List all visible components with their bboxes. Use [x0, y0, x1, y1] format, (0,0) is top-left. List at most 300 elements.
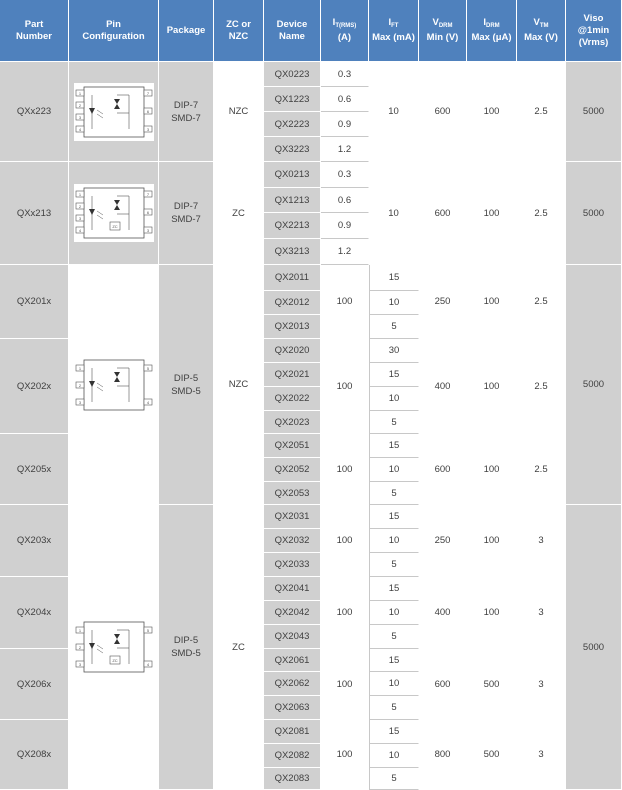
device-name-cell-text: QX2062: [274, 678, 310, 689]
ift-cell-text: 5: [391, 416, 397, 428]
it-cell-text: 100: [336, 380, 353, 392]
vtm-cell-text: 3: [538, 749, 544, 760]
svg-text:3: 3: [146, 228, 149, 233]
ift-cell: [369, 387, 419, 411]
it-cell-text: 100: [336, 463, 353, 475]
part-number-cell: [0, 434, 69, 505]
device-name-cell: [264, 188, 321, 213]
pin-configuration-cell: [69, 505, 159, 790]
part-number-cell: [0, 162, 69, 265]
ift-cell-text: 15: [388, 583, 400, 594]
ift-cell: [369, 434, 419, 458]
device-name-cell: [264, 87, 321, 112]
idrm-cell: [467, 505, 517, 577]
device-name-cell: [264, 672, 321, 696]
device-name-cell-text: QX2051: [274, 440, 310, 451]
device-name-cell-text: QX3213: [274, 246, 310, 257]
it-cell: [321, 339, 369, 434]
device-name-cell: [264, 62, 321, 87]
device-name-cell-text: QX2031: [274, 511, 310, 522]
device-name-cell: [264, 625, 321, 649]
svg-text:1: 1: [78, 90, 81, 96]
device-name-cell: [264, 482, 321, 505]
idrm-cell: [467, 649, 517, 720]
vtm-cell: [517, 339, 566, 434]
svg-text:6: 6: [146, 108, 149, 114]
idrm-cell: [467, 162, 517, 265]
svg-text:ZC: ZC: [111, 224, 118, 229]
ift-cell: [369, 744, 419, 768]
header-unit: Max (V): [524, 32, 558, 43]
ift-cell-text: 10: [388, 464, 400, 475]
ift-cell-text: 5: [391, 321, 397, 332]
device-name-cell: [264, 649, 321, 672]
part-number-cell-text: QX205x: [16, 463, 52, 475]
idrm-cell-text: 500: [483, 678, 500, 690]
ift-cell-text: 10: [388, 607, 400, 618]
part-number-cell-text: QX204x: [16, 607, 52, 618]
viso-cell: [566, 265, 622, 505]
device-name-cell: [264, 505, 321, 529]
device-name-cell-text: QX0213: [274, 169, 310, 180]
svg-text:3: 3: [78, 216, 81, 221]
viso-cell-text: 5000: [582, 207, 605, 219]
device-name-cell: [264, 213, 321, 239]
vdrm-cell: [419, 649, 467, 720]
ift-cell: [369, 339, 419, 363]
device-name-cell: [264, 265, 321, 291]
header-idrm: [467, 0, 517, 62]
part-number-cell: [0, 649, 69, 720]
header-it: [321, 0, 369, 62]
header-subscript: T(RMS): [335, 23, 357, 29]
header-symbol: I: [388, 17, 392, 28]
device-name-cell-text: QX1213: [274, 194, 310, 206]
ift-cell: [369, 62, 419, 162]
vtm-cell: [517, 505, 566, 577]
svg-text:1: 1: [78, 365, 81, 371]
ift-cell-text: 15: [388, 654, 400, 666]
viso-cell-text: 5000: [582, 641, 605, 653]
device-name-cell: [264, 577, 321, 601]
idrm-cell: [467, 434, 517, 505]
pin-diagram-icon: [74, 618, 154, 676]
zc-nzc-cell: [214, 505, 264, 790]
vdrm-cell-text: 600: [434, 463, 451, 475]
device-name-cell: [264, 112, 321, 137]
package-cell-text: DIP-5 SMD-5: [171, 372, 201, 397]
device-name-cell: [264, 696, 321, 720]
device-name-cell: [264, 529, 321, 553]
vtm-cell: [517, 649, 566, 720]
device-name-cell: [264, 339, 321, 363]
svg-text:4: 4: [146, 399, 149, 405]
it-cell-text: 0.3: [337, 169, 352, 180]
it-cell-text: 1.2: [337, 246, 352, 257]
zc-nzc-cell-text: NZC: [228, 106, 249, 117]
package-cell: [159, 265, 214, 505]
ift-cell-text: 10: [388, 678, 400, 689]
ift-cell: [369, 720, 419, 744]
idrm-cell-text: 500: [483, 749, 500, 760]
header-unit: Max (μA): [471, 32, 512, 43]
ift-cell-text: 10: [388, 535, 400, 546]
ift-cell-text: 10: [388, 750, 400, 761]
idrm-cell: [467, 720, 517, 790]
it-cell: [321, 162, 369, 188]
ift-cell-text: 15: [388, 272, 400, 283]
ift-cell: [369, 768, 419, 790]
vdrm-cell: [419, 62, 467, 162]
vtm-cell-text: 2.5: [534, 106, 548, 117]
header-subscript: FT: [391, 23, 399, 29]
vtm-cell: [517, 265, 566, 339]
package-cell-text: DIP-7 SMD-7: [171, 99, 201, 124]
package-cell: [159, 62, 214, 162]
header-pin-configuration: [69, 0, 159, 62]
idrm-cell-text: 100: [483, 207, 500, 219]
device-name-cell: [264, 137, 321, 162]
zc-nzc-cell-text: ZC: [232, 641, 245, 653]
part-number-cell-text: QX203x: [16, 535, 52, 546]
part-number-cell: [0, 577, 69, 649]
header-symbol: V: [432, 17, 439, 28]
it-cell: [321, 239, 369, 265]
header-symbol: I: [332, 17, 336, 28]
device-name-cell-text: QX2053: [274, 487, 310, 499]
device-name-cell: [264, 291, 321, 315]
package-cell-text: DIP-5 SMD-5: [171, 635, 201, 659]
idrm-cell-text: 100: [483, 296, 500, 307]
svg-text:5: 5: [146, 628, 149, 633]
ift-cell: [369, 649, 419, 672]
ift-cell-text: 5: [391, 631, 397, 642]
idrm-cell: [467, 339, 517, 434]
device-name-cell: [264, 458, 321, 482]
viso-cell: [566, 505, 622, 790]
it-cell-text: 100: [336, 678, 353, 690]
header-subscript: DRM: [438, 23, 453, 29]
ift-cell: [369, 291, 419, 315]
viso-cell: [566, 162, 622, 265]
header-it-label: [333, 17, 357, 44]
header-viso-text: Viso @1min (Vrms): [577, 12, 610, 48]
device-name-cell: [264, 315, 321, 339]
device-name-cell: [264, 387, 321, 411]
package-cell-text: DIP-7 SMD-7: [171, 201, 201, 225]
header-vtm-label: [524, 17, 558, 44]
part-number-cell-text: QX208x: [16, 749, 52, 760]
it-cell-text: 100: [336, 535, 353, 546]
it-cell: [321, 265, 369, 339]
device-name-cell: [264, 744, 321, 768]
it-cell: [321, 213, 369, 239]
idrm-cell: [467, 577, 517, 649]
device-name-cell-text: QX2082: [274, 750, 310, 761]
ift-cell: [369, 529, 419, 553]
it-cell-text: 100: [336, 607, 353, 618]
svg-text:6: 6: [146, 210, 149, 215]
it-cell: [321, 649, 369, 720]
svg-text:5: 5: [146, 365, 149, 371]
vtm-cell-text: 2.5: [534, 463, 548, 475]
it-cell-text: 1.2: [337, 143, 352, 155]
it-cell: [321, 137, 369, 162]
device-name-cell-text: QX2033: [274, 559, 310, 570]
part-number-cell-text: QXx223: [16, 106, 52, 117]
svg-text:3: 3: [78, 399, 81, 405]
device-name-cell-text: QX2041: [274, 583, 310, 594]
device-name-cell: [264, 239, 321, 265]
device-name-cell-text: QX2061: [274, 654, 310, 666]
vdrm-cell-text: 400: [434, 380, 451, 392]
ift-cell: [369, 162, 419, 265]
it-cell-text: 100: [336, 749, 353, 760]
device-name-cell-text: QX2043: [274, 631, 310, 642]
device-name-cell-text: QX3223: [274, 143, 310, 155]
device-name-cell-text: QX2083: [274, 773, 310, 784]
vtm-cell-text: 3: [538, 535, 544, 546]
ift-cell: [369, 315, 419, 339]
header-package-text: Package: [166, 24, 206, 36]
it-cell-text: 0.6: [337, 93, 352, 105]
zc-nzc-cell: [214, 62, 264, 162]
header-unit: (A): [337, 32, 352, 43]
header-package: [159, 0, 214, 62]
ift-cell-text: 10: [388, 393, 400, 404]
vdrm-cell-text: 800: [434, 749, 451, 760]
ift-cell: [369, 625, 419, 649]
svg-text:2: 2: [78, 382, 81, 388]
ift-cell-text: 10: [388, 297, 400, 308]
ift-cell: [369, 577, 419, 601]
device-name-cell-text: QX2213: [274, 220, 310, 231]
vtm-cell-text: 2.5: [534, 296, 548, 307]
pin-diagram-icon: [74, 184, 154, 242]
it-cell: [321, 434, 369, 505]
device-name-cell: [264, 363, 321, 387]
device-name-cell-text: QX2020: [274, 345, 310, 356]
ift-cell-text: 5: [391, 559, 397, 570]
header-idrm-label: [471, 17, 511, 44]
part-number-cell: [0, 720, 69, 790]
it-cell: [321, 188, 369, 213]
device-name-cell: [264, 553, 321, 577]
part-number-cell: [0, 339, 69, 434]
it-cell: [321, 62, 369, 87]
device-name-cell-text: QX2042: [274, 607, 310, 618]
it-cell-text: 0.6: [337, 194, 352, 206]
header-zc-nzc-text: ZC or NZC: [226, 18, 251, 42]
vtm-cell: [517, 720, 566, 790]
device-name-cell-text: QX1223: [274, 93, 310, 105]
svg-text:1: 1: [78, 628, 81, 633]
header-ift-label: [372, 17, 415, 44]
ift-cell: [369, 482, 419, 505]
device-name-cell-text: QX2022: [274, 393, 310, 404]
part-number-cell-text: QX206x: [16, 678, 52, 690]
ift-cell-text: 5: [391, 702, 397, 713]
svg-text:4: 4: [78, 126, 81, 132]
svg-text:ZC: ZC: [111, 658, 118, 663]
header-subscript: TM: [539, 23, 549, 29]
vdrm-cell-text: 600: [434, 207, 451, 219]
zc-nzc-cell: [214, 265, 264, 505]
header-vtm: [517, 0, 566, 62]
device-name-cell-text: QX0223: [274, 68, 310, 80]
svg-text:3: 3: [78, 114, 81, 120]
device-name-cell-text: QX2081: [274, 726, 310, 737]
device-name-cell-text: QX2063: [274, 702, 310, 713]
vdrm-cell: [419, 577, 467, 649]
ift-cell-text: 15: [388, 440, 400, 451]
header-unit: Max (mA): [372, 32, 415, 43]
svg-text:7: 7: [146, 90, 149, 96]
vdrm-cell: [419, 720, 467, 790]
vtm-cell-text: 2.5: [534, 380, 548, 392]
vtm-cell-text: 2.5: [534, 207, 548, 219]
pin-configuration-cell: [69, 62, 159, 162]
vdrm-cell-text: 250: [434, 296, 451, 307]
vtm-cell: [517, 62, 566, 162]
header-subscript: DRM: [485, 23, 500, 29]
svg-text:7: 7: [146, 192, 149, 197]
header-zc-nzc: [214, 0, 264, 62]
svg-text:4: 4: [78, 228, 81, 233]
idrm-cell-text: 100: [483, 380, 500, 392]
header-pin-configuration-text: Pin Configuration: [82, 18, 145, 42]
svg-text:3: 3: [78, 662, 81, 667]
vdrm-cell-text: 250: [434, 535, 451, 546]
it-cell: [321, 577, 369, 649]
ift-cell-text: 15: [388, 726, 400, 737]
header-unit: Min (V): [426, 32, 459, 43]
it-cell-text: 100: [336, 296, 353, 307]
idrm-cell-text: 100: [483, 463, 500, 475]
device-name-cell: [264, 434, 321, 458]
ift-cell: [369, 505, 419, 529]
device-name-cell: [264, 768, 321, 790]
device-name-cell-text: QX2012: [274, 297, 310, 308]
ift-cell-text: 15: [388, 511, 400, 522]
device-name-cell-text: QX2011: [274, 272, 310, 283]
it-cell-text: 0.9: [337, 118, 352, 130]
pin-diagram-icon: [74, 83, 154, 141]
header-device-name-text: Device Name: [276, 18, 308, 42]
package-cell: [159, 162, 214, 265]
vdrm-cell: [419, 265, 467, 339]
header-symbol: I: [483, 17, 486, 28]
part-number-cell-text: QXx213: [16, 207, 52, 219]
vdrm-cell: [419, 339, 467, 434]
header-device-name: [264, 0, 321, 62]
device-name-cell-text: QX2023: [274, 416, 310, 428]
device-name-cell-text: QX2021: [274, 369, 310, 380]
viso-cell-text: 5000: [582, 106, 605, 117]
header-ift: [369, 0, 419, 62]
ift-cell: [369, 458, 419, 482]
device-name-cell: [264, 720, 321, 744]
pin-diagram-icon: [74, 356, 154, 414]
idrm-cell: [467, 62, 517, 162]
part-number-cell: [0, 62, 69, 162]
it-cell: [321, 87, 369, 112]
ift-cell: [369, 696, 419, 720]
vtm-cell-text: 3: [538, 607, 544, 618]
device-name-cell-text: QX2223: [274, 118, 310, 130]
header-vdrm: [419, 0, 467, 62]
ift-cell: [369, 265, 419, 291]
it-cell: [321, 112, 369, 137]
pin-configuration-cell: [69, 162, 159, 265]
svg-text:2: 2: [78, 645, 81, 650]
ift-cell-text: 5: [391, 487, 397, 499]
package-cell: [159, 505, 214, 790]
svg-text:2: 2: [78, 204, 81, 209]
vtm-cell: [517, 162, 566, 265]
it-cell: [321, 720, 369, 790]
zc-nzc-cell: [214, 162, 264, 265]
header-vdrm-label: [427, 17, 459, 44]
part-number-cell-text: QX202x: [16, 380, 52, 392]
vdrm-cell: [419, 434, 467, 505]
svg-text:3: 3: [146, 126, 149, 132]
part-number-cell: [0, 265, 69, 339]
ift-cell: [369, 553, 419, 577]
header-part-number-text: Part Number: [16, 18, 52, 42]
vdrm-cell-text: 400: [434, 607, 451, 618]
device-name-cell-text: QX2032: [274, 535, 310, 546]
svg-text:1: 1: [78, 192, 81, 197]
ift-cell-text: 10: [388, 207, 399, 219]
viso-cell: [566, 62, 622, 162]
zc-nzc-cell-text: NZC: [228, 379, 249, 390]
part-number-cell-text: QX201x: [16, 296, 52, 307]
header-part-number: [0, 0, 69, 62]
device-name-cell-text: QX2013: [274, 321, 310, 332]
ift-cell: [369, 672, 419, 696]
viso-cell-text: 5000: [582, 379, 605, 390]
device-name-cell: [264, 162, 321, 188]
pin-configuration-cell: [69, 265, 159, 505]
svg-text:4: 4: [146, 662, 149, 667]
header-symbol: V: [533, 17, 540, 28]
ift-cell: [369, 601, 419, 625]
vdrm-cell: [419, 505, 467, 577]
idrm-cell-text: 100: [483, 535, 500, 546]
idrm-cell: [467, 265, 517, 339]
vtm-cell-text: 3: [538, 678, 544, 690]
ift-cell-text: 30: [388, 345, 400, 356]
it-cell-text: 0.3: [337, 68, 352, 80]
it-cell-text: 0.9: [337, 220, 352, 231]
ift-cell-text: 10: [388, 106, 399, 117]
zc-nzc-cell-text: ZC: [232, 207, 245, 219]
device-name-cell: [264, 411, 321, 434]
it-cell: [321, 505, 369, 577]
vtm-cell: [517, 577, 566, 649]
idrm-cell-text: 100: [483, 607, 500, 618]
ift-cell-text: 15: [388, 369, 400, 380]
idrm-cell-text: 100: [483, 106, 500, 117]
header-viso: [566, 0, 622, 62]
ift-cell: [369, 411, 419, 434]
vdrm-cell-text: 600: [434, 106, 451, 117]
svg-text:2: 2: [78, 102, 81, 108]
vdrm-cell-text: 600: [434, 678, 451, 690]
vdrm-cell: [419, 162, 467, 265]
ift-cell-text: 5: [391, 773, 397, 784]
